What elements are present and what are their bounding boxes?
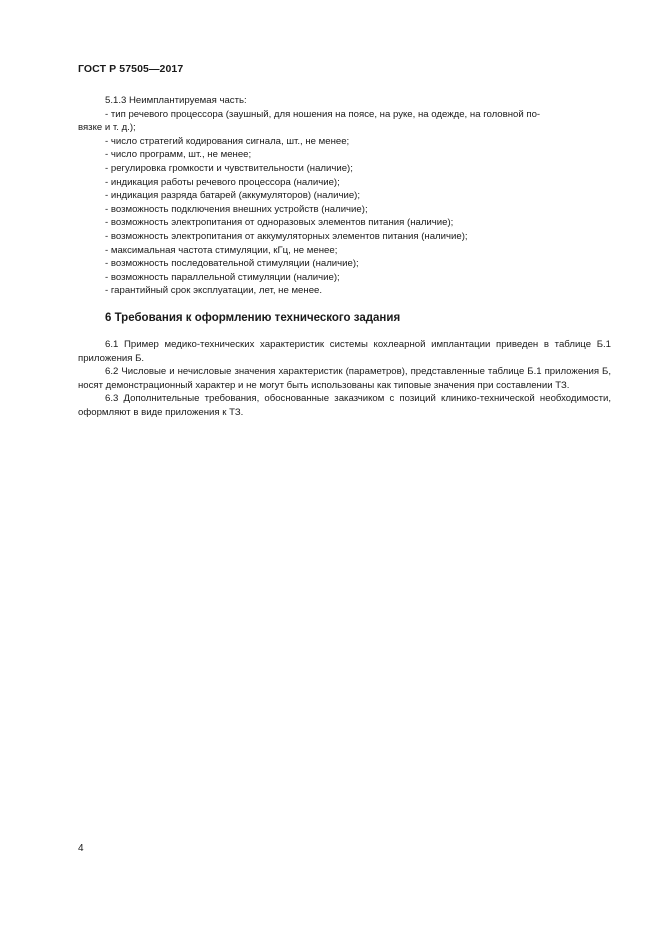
list-item: - возможность параллельной стимуляции (наличие); xyxy=(105,271,340,283)
list-item: - регулировка громкости и чувствительности (наличие); xyxy=(105,162,353,174)
list-item: - возможность электропитания от одноразовых элементов питания (наличие); xyxy=(105,217,454,229)
list-item: - максимальная частота стимуляции, кГц, не менее; xyxy=(105,244,338,256)
clause-5-1-3-heading: 5.1.3 Неимплантируемая часть: xyxy=(105,95,247,106)
list-item: - число программ, шт., не менее; xyxy=(105,149,252,161)
list-item: - возможность электропитания от аккумуляторных элементов питания (наличие); xyxy=(105,230,468,242)
list-item: - возможность последовательной стимуляции (наличие); xyxy=(105,258,359,270)
page-content xyxy=(78,94,611,419)
list-item: - тип речевого процессора (заушный, для ношения на поясе, на руке, на одежде, на головной по- xyxy=(105,108,541,120)
standard-header: ГОСТ Р 57505—2017 xyxy=(78,63,184,75)
list-item: - возможность подключения внешних устройств (наличие); xyxy=(105,203,368,215)
list-item: - гарантийный срок эксплуатации, лет, не менее. xyxy=(105,285,323,297)
list-item: - индикация работы речевого процессора (наличие); xyxy=(105,176,340,188)
clause-6-3: 6.3 Дополнительные требования, обоснованные заказчиком с позиций клинико-технической необходимости, оформляют в виде приложения к ТЗ. xyxy=(78,393,611,418)
section-6-title: 6 Требования к оформлению технического задания xyxy=(105,311,401,324)
list-item: - число стратегий кодирования сигнала, шт., не менее; xyxy=(105,135,350,147)
clause-6-1: 6.1 Пример медико-технических характеристик системы кохлеарной имплантации приведен в таблице Б.1 приложения Б. xyxy=(78,338,611,364)
list-item: - индикация разряда батарей (аккумуляторов) (наличие); xyxy=(105,190,361,202)
page-number: 4 xyxy=(78,843,84,854)
list-item-continuation: вязке и т. д.); xyxy=(78,122,136,134)
clause-6-2: 6.2 Числовые и нечисловые значения характеристик (параметров), представленные таблице Б.1 приложения Б, носят демонстрационный характер и не могут быть использованы как типовые значения при составлении ТЗ. xyxy=(78,366,611,391)
non-implantable-parameters-list xyxy=(78,108,611,298)
